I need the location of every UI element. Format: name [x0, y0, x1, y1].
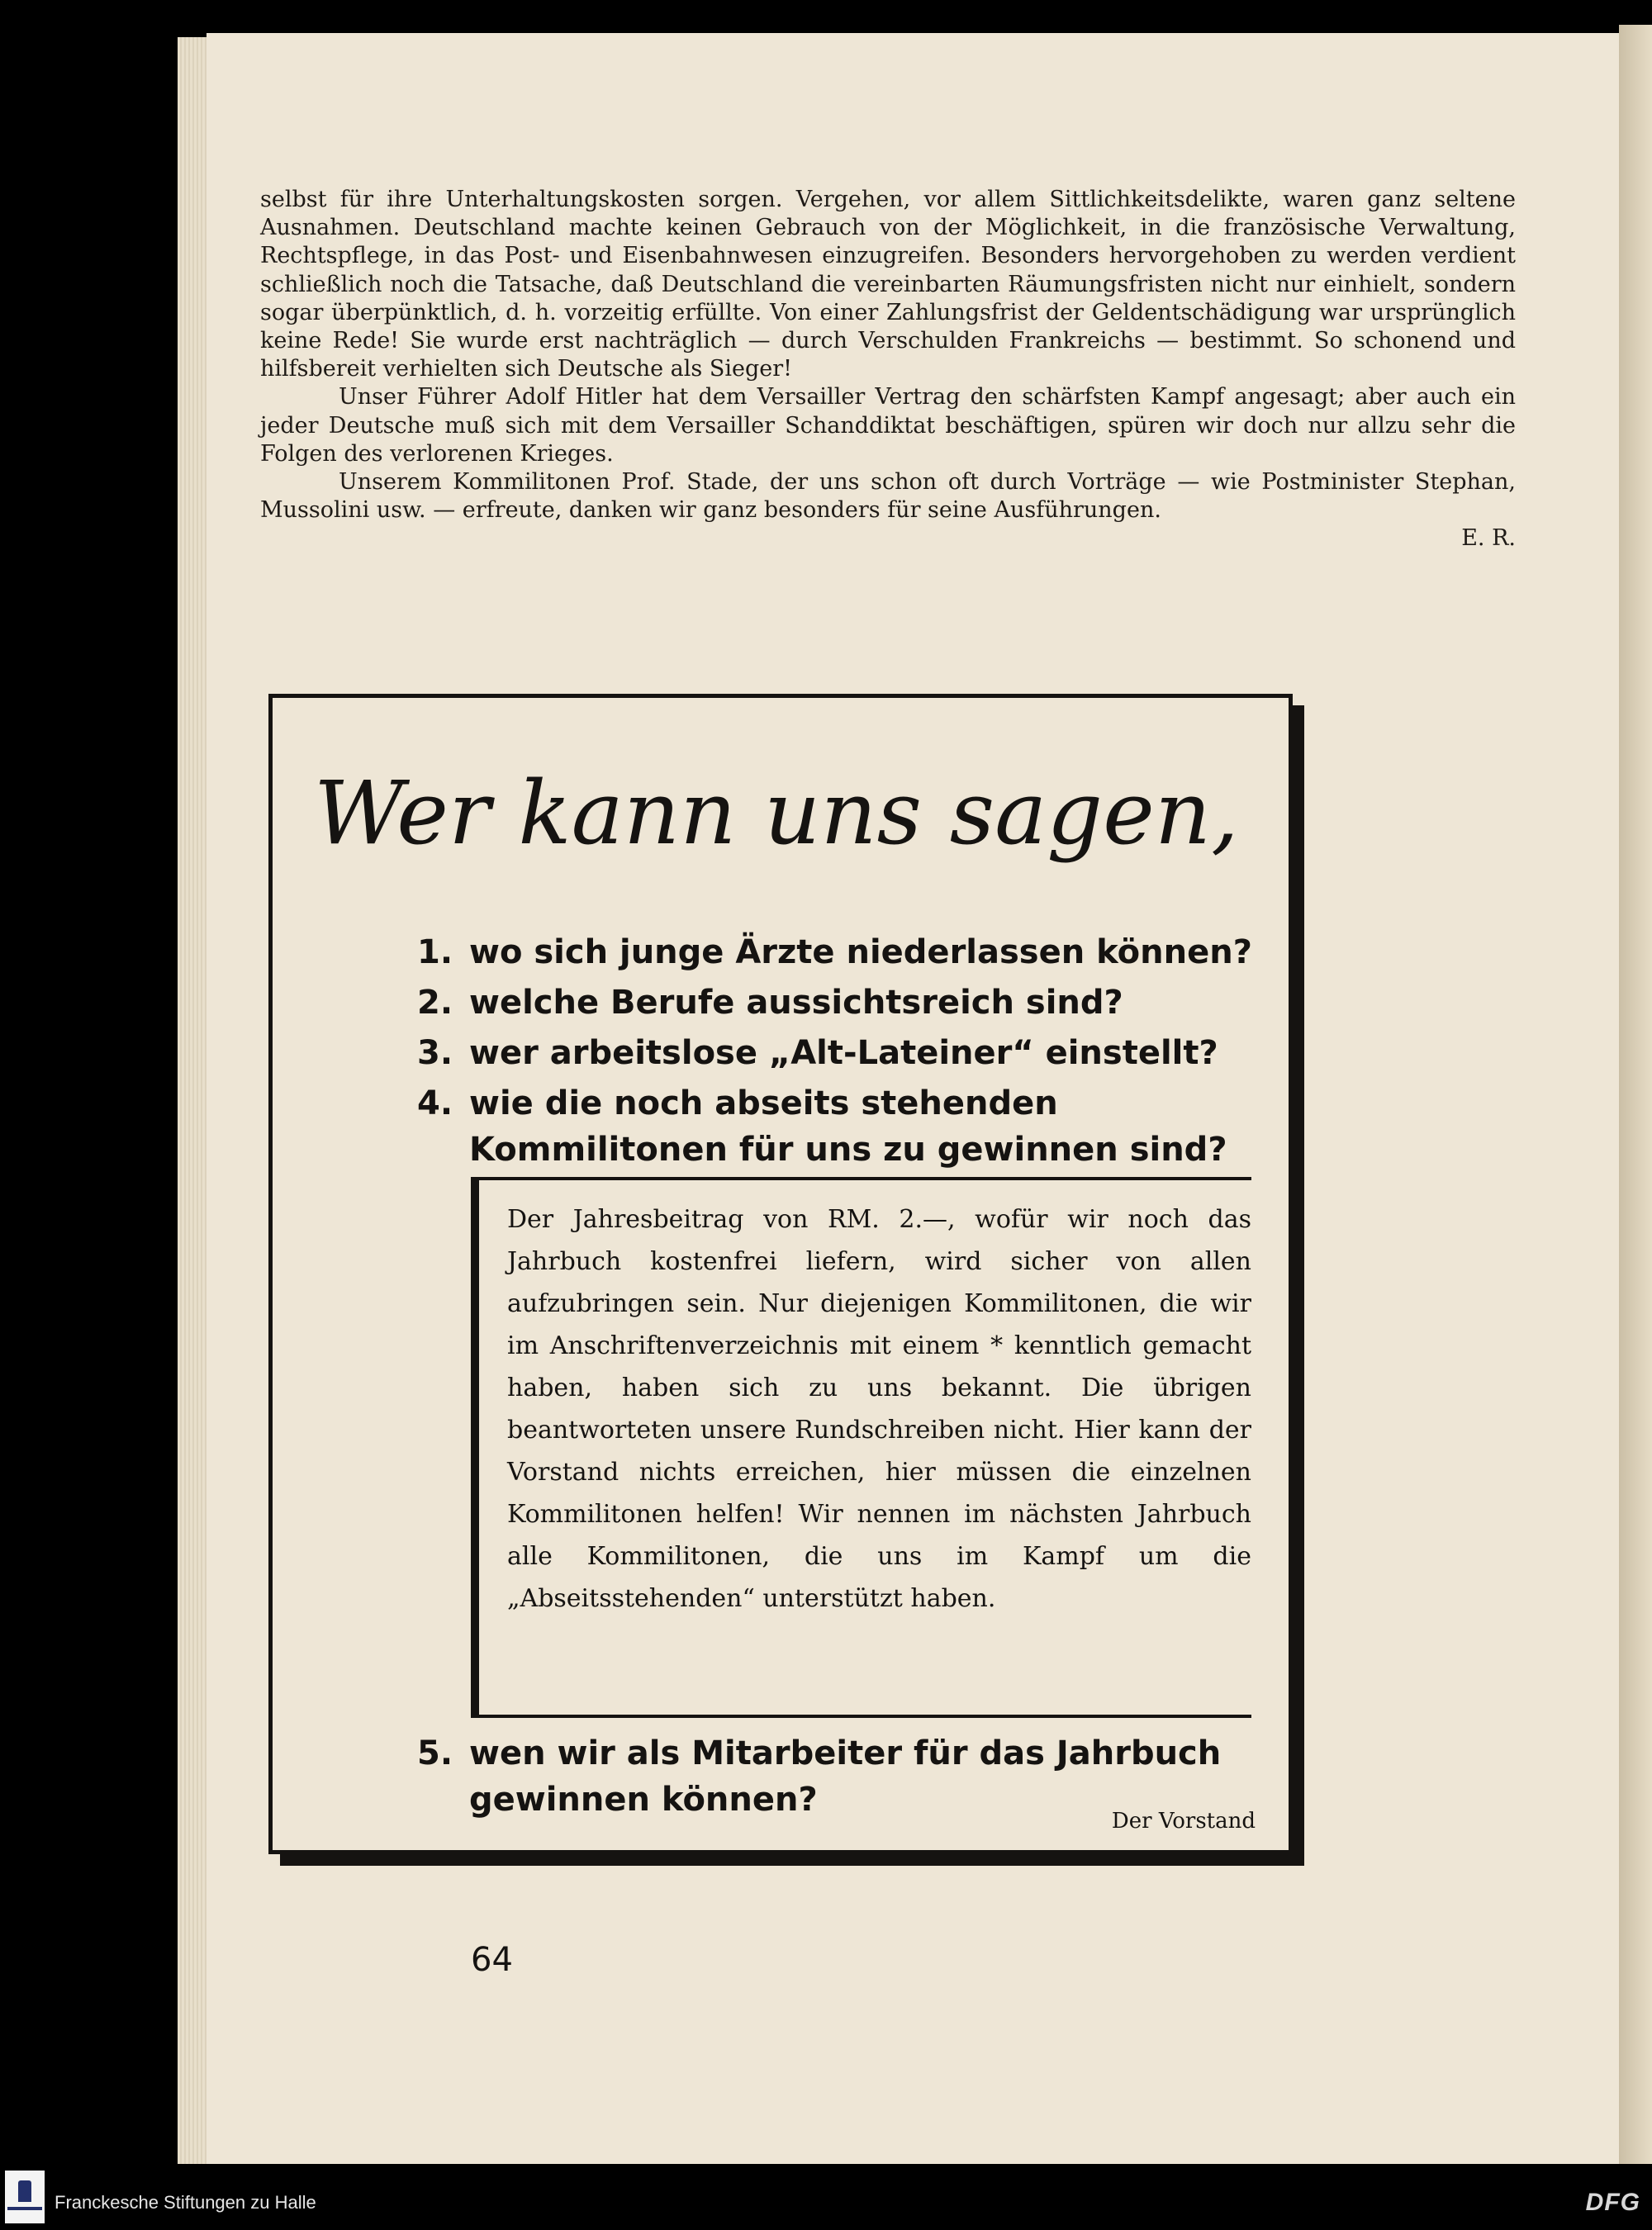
question-number: 2.	[417, 984, 453, 1022]
question-number: 5.	[417, 1734, 453, 1772]
paragraph-3: Unserem Kommilitonen Prof. Stade, der uns schon oft durch Vorträge — wie Postminister Stephan, Mussolini usw. — erfreute, danken wir ganz besonders für seine Ausführungen.	[260, 469, 1516, 524]
question-text: wer arbeitslose „Alt-Lateiner“ einstellt?	[469, 1034, 1218, 1072]
question-2	[417, 980, 1268, 1026]
question-text: wie die noch abseits stehenden Kommilitonen für uns zu gewinnen sind?	[469, 1084, 1227, 1169]
question-text: wen wir als Mitarbeiter für das Jahrbuch gewinnen können?	[469, 1734, 1222, 1819]
logo-lettering	[7, 2207, 42, 2210]
announcement-box	[268, 694, 1293, 1854]
logo-emblem	[18, 2180, 31, 2202]
paragraph-1: selbst für ihre Unterhaltungskosten sorgen. Vergehen, vor allem Sittlichkeitsdelikte, waren ganz seltene Ausnahmen. Deutschland machte keinen Gebrauch von der Möglichkeit, in die französische Verwaltung, Rechtspflege, in das Post- und Eisenbahnwesen einzugreifen. Besonders hervorgehoben zu werden verdient schließlich noch die Tatsache, daß Deutschland die vereinbarten Räumungsfristen nicht nur einhielt, sondern sogar überpünktlich, d. h. vorzeitig erfüllte. Von einer Zahlungsfrist der Geldentschädigung war ursprünglich keine Rede! Sie wurde erst nachträglich — durch Verschulden Frankreichs — bestimmt. So schonend und hilfsbereit verhielten sich Deutsche als Sieger!	[260, 187, 1516, 382]
article-text	[260, 186, 1516, 553]
paragraph-2: Unser Führer Adolf Hitler hat dem Versailler Vertrag den schärfsten Kampf angesagt; aber auch ein jeder Deutsche muß sich mit dem Versailler Schanddiktat beschäftigen, spüren wir doch nur allzu sehr die Folgen des verlorenen Krieges.	[260, 384, 1516, 467]
membership-notice: Der Jahresbeitrag von RM. 2.—, wofür wir noch das Jahrbuch kostenfrei liefern, wird sicher von allen aufzubringen sein. Nur diejenigen Kommilitonen, die wir im Anschriftenverzeichnis mit einem * kenntlich gemacht haben, haben sich zu uns bekannt. Die übrigen beantworteten unsere Rundschreiben nicht. Hier kann der Vorstand nichts erreichen, hier müssen die einzelnen Kommilitonen helfen! Wir nennen im nächsten Jahrbuch alle Kommilitonen, die uns im Kampf um die „Abseitsstehenden“ unterstützt haben.	[471, 1177, 1251, 1718]
funder-logo: DFG	[1585, 2189, 1640, 2216]
board-signature: Der Vorstand	[1111, 1809, 1256, 1834]
question-3	[417, 1030, 1268, 1076]
next-page-edge	[1619, 25, 1652, 2164]
announcement-title: Wer kann uns sagen,	[314, 762, 1239, 864]
question-1	[417, 929, 1268, 975]
question-4	[417, 1080, 1268, 1173]
institution-logo	[5, 2171, 45, 2223]
footer-institution-name: Franckesche Stiftungen zu Halle	[55, 2192, 316, 2213]
page-number: 64	[471, 1941, 513, 1979]
question-number: 4.	[417, 1084, 453, 1122]
question-text: wo sich junge Ärzte niederlassen können?	[469, 933, 1252, 971]
page-stack-edge	[178, 37, 211, 2164]
question-number: 3.	[417, 1034, 453, 1072]
author-initials: E. R.	[1461, 525, 1516, 552]
question-text: welche Berufe aussichtsreich sind?	[469, 984, 1123, 1022]
question-number: 1.	[417, 933, 453, 971]
